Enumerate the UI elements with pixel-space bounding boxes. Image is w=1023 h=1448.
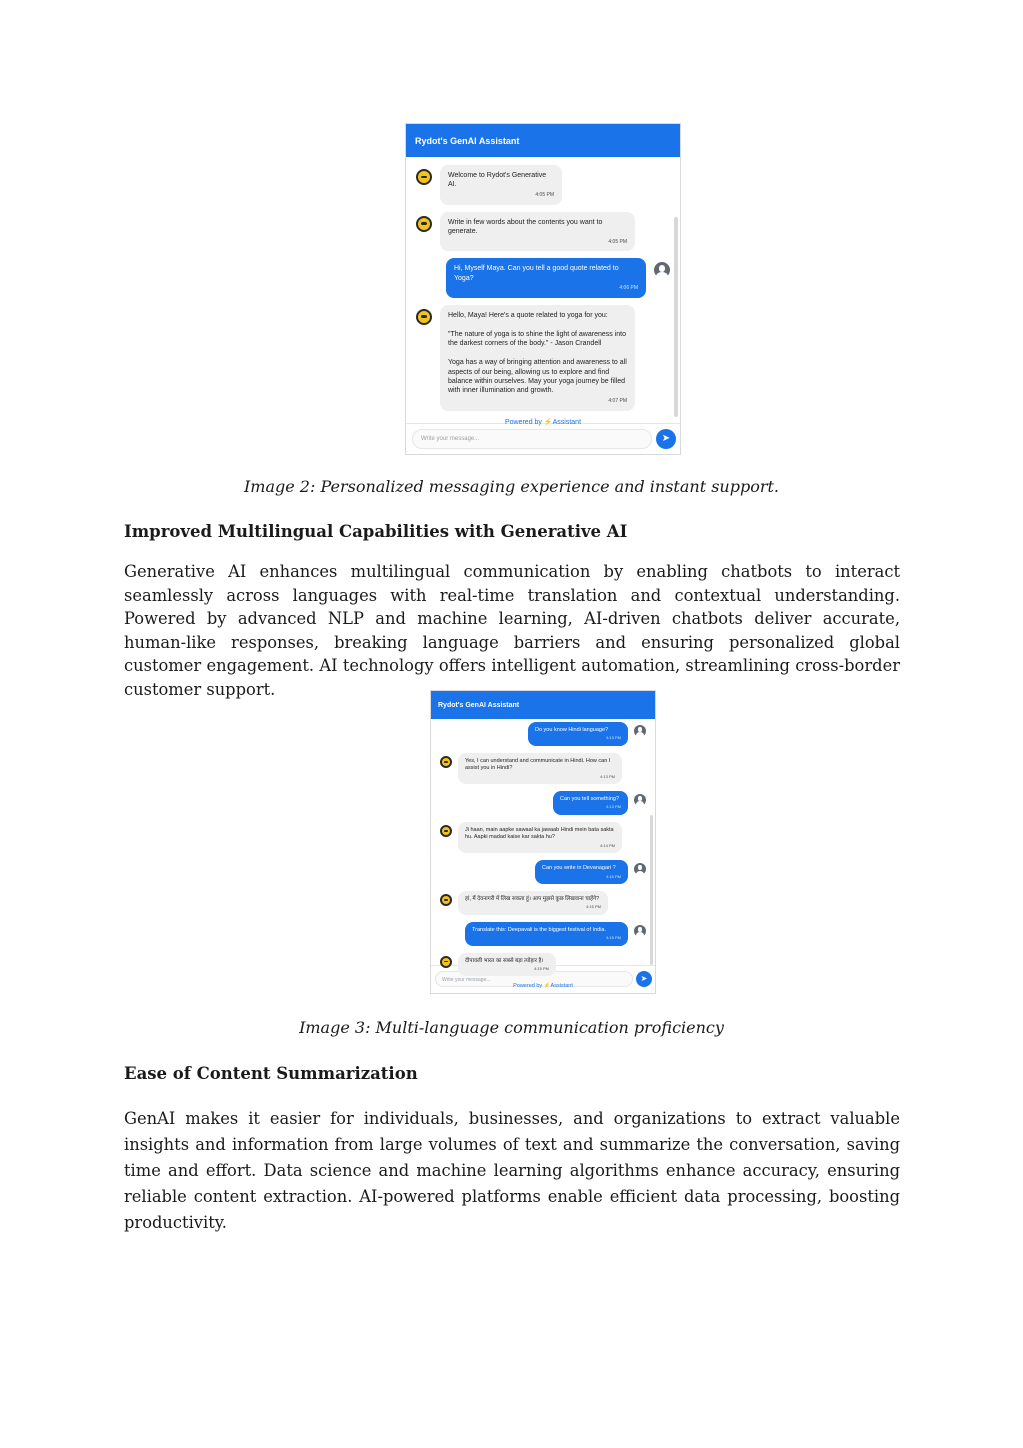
message-text: Ji haan, main aapke sawaal ka jawaab Hindi mein bata sakta hu. Aapki madad kaise kar sakta hu? xyxy=(465,826,614,841)
powered-by-brand: Assistant xyxy=(552,418,582,426)
powered-by xyxy=(406,418,680,426)
user-message xyxy=(431,922,655,946)
bot-avatar-icon xyxy=(440,956,452,968)
powered-by xyxy=(431,983,655,989)
bot-avatar-icon xyxy=(440,756,452,768)
bot-avatar-icon xyxy=(440,825,452,837)
message-text: हां, मैं देवनागरी में लिख सकता हूं। आप मुझसे कुछ लिखवाना चाहेंगे? xyxy=(465,895,600,902)
message-bubble xyxy=(458,891,608,915)
message-time: 4:15 PM xyxy=(586,904,601,910)
bot-message xyxy=(431,822,655,853)
user-message xyxy=(431,860,655,884)
message-text: Hello, Maya! Here's a quote related to yoga for you: "The nature of yoga is to shine the light of awareness into the darkest corners of the body." - Jason Crandell Yoga has a way of bringing attention and awareness to all aspects of our being, allowing us to explore and find balance within ourselves. May your yoga journey be filled with inner illumination and growth. xyxy=(448,311,627,395)
chat-title: Rydot's GenAI Assistant xyxy=(438,701,520,709)
send-icon: ➤ xyxy=(661,433,671,444)
message-text: Can you tell something? xyxy=(560,796,620,803)
message-time: 4:13 PM xyxy=(600,773,615,779)
bot-message xyxy=(431,753,655,784)
message-time: 4:05 PM xyxy=(608,238,627,245)
message-bubble xyxy=(458,753,622,784)
message-bubble xyxy=(446,258,646,298)
message-time: 4:15 PM xyxy=(606,873,621,879)
figure-caption-2: Image 3: Multi-language communication proficiency xyxy=(299,1018,724,1037)
user-avatar-icon xyxy=(634,725,646,737)
message-bubble xyxy=(458,953,556,977)
paragraph-2: GenAI makes it easier for individuals, businesses, and organizations to extract valuable insights and information from large volumes of text and summarize the conversation, saving time and effort. Data science and machine learning algorithms enhance accuracy, ensuring reliable content extraction. AI-powered platforms enable efficient data processing, boosting productivity. xyxy=(124,1109,900,1232)
user-message xyxy=(431,722,655,746)
message-bubble xyxy=(553,791,628,815)
section-heading-1: Improved Multilingual Capabilities with Generative AI xyxy=(124,522,628,541)
message-time: 4:05 PM xyxy=(535,191,554,198)
message-time: 4:15 PM xyxy=(606,935,621,941)
paragraph-1: Generative AI enhances multilingual communication by enabling chatbots to interact seamlessly across languages with real-time translation and contextual understanding. Powered by advanced NLP and machine learning, AI-driven chatbots deliver accurate, human-like responses, breaking language barriers and ensuring personalized global customer engagement. AI technology offers intelligent automation, streamlining cross-border customer support. xyxy=(124,562,900,699)
message-time: 4:13 PM xyxy=(606,804,621,810)
bot-message xyxy=(431,953,655,977)
message-time: 4:06 PM xyxy=(619,285,638,292)
message-text: Do you know Hindi language? xyxy=(535,727,609,733)
message-list xyxy=(406,165,680,411)
message-bubble xyxy=(440,305,635,411)
message-time: 4:14 PM xyxy=(600,842,615,848)
message-time: 4:13 PM xyxy=(606,735,621,741)
chat-header xyxy=(431,691,655,719)
bolt-icon: ⚡ xyxy=(543,418,553,426)
bot-avatar-icon xyxy=(416,216,432,232)
message-bubble xyxy=(528,722,628,746)
chat-header xyxy=(406,124,680,157)
bolt-icon: ⚡ xyxy=(543,983,551,990)
bot-avatar-icon xyxy=(416,309,432,325)
bot-avatar-icon xyxy=(440,894,452,906)
section-heading-2: Ease of Content Summarization xyxy=(124,1064,418,1083)
message-text: Hi, Myself Maya. Can you tell a good quote related to Yoga? xyxy=(454,265,619,282)
send-button[interactable] xyxy=(656,429,676,449)
user-avatar-icon xyxy=(634,794,646,806)
powered-by-brand: Assistant xyxy=(550,983,573,990)
scrollbar[interactable] xyxy=(674,217,678,417)
message-list xyxy=(431,722,655,976)
message-bubble xyxy=(465,922,628,946)
message-time: 4:07 PM xyxy=(608,397,627,404)
user-avatar-icon xyxy=(634,925,646,937)
message-text: Yes, I can understand and communicate in Hindi. How can I assist you in Hindi? xyxy=(465,757,611,772)
figure-caption-1: Image 2: Personalized messaging experience and instant support. xyxy=(243,477,780,496)
user-avatar-icon xyxy=(634,863,646,875)
bot-avatar-icon xyxy=(416,169,432,185)
chat-title: Rydot's GenAI Assistant xyxy=(415,135,520,146)
message-text: Welcome to Rydot's Generative AI. xyxy=(448,172,547,189)
chat-window-2 xyxy=(430,690,656,994)
message-bubble xyxy=(458,822,622,853)
user-avatar-icon xyxy=(654,262,670,278)
chat-body xyxy=(406,157,680,426)
user-message xyxy=(431,791,655,815)
message-bubble xyxy=(535,860,628,884)
message-text: Translate this: Deepavali is the biggest festival of India. xyxy=(472,926,607,933)
bot-message xyxy=(431,891,655,915)
message-bubble xyxy=(440,165,562,205)
bot-message xyxy=(406,212,680,252)
message-text: दीपावली भारत का सबसे बड़ा त्योहार है। xyxy=(465,957,544,964)
message-text: Write in few words about the contents you want to generate. xyxy=(448,218,603,236)
scrollbar[interactable] xyxy=(650,815,653,965)
chat-window-1 xyxy=(405,123,681,455)
powered-by-label: Powered by xyxy=(513,983,543,990)
bot-message xyxy=(406,165,680,205)
powered-by-label: Powered by xyxy=(504,418,542,426)
send-icon: ➤ xyxy=(640,974,648,983)
message-input[interactable]: Write your message... xyxy=(435,971,633,987)
message-input[interactable]: Write your message... xyxy=(412,429,652,449)
user-message xyxy=(406,258,680,298)
message-bubble xyxy=(440,212,635,252)
message-time: 4:15 PM xyxy=(534,965,549,971)
bot-message xyxy=(406,305,680,411)
message-text: Can you write in Devanagari ? xyxy=(542,865,616,872)
chat-input-bar xyxy=(406,423,680,453)
